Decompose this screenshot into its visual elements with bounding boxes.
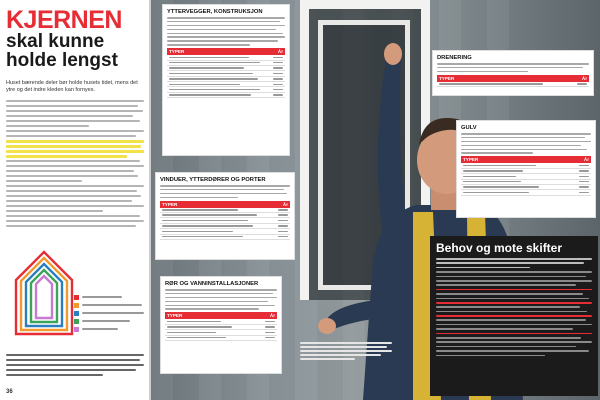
panel-gulv (456, 120, 596, 218)
panel-ror (160, 276, 282, 374)
diagram-legend (74, 294, 148, 334)
article-headline: skal kunne holde lengst (6, 31, 118, 71)
panel-drenering (432, 50, 594, 96)
left-page (0, 0, 149, 400)
panel-title: RØR OG VANNINSTALLASJONER (165, 281, 259, 287)
photo-caption (300, 342, 392, 362)
house-layers-diagram (14, 250, 74, 336)
highlighted-text (6, 140, 144, 143)
table-header: TYPER År (463, 157, 589, 163)
article-body-text (6, 100, 144, 230)
panel-vinduer (155, 172, 295, 260)
panel-title: DRENERING (437, 55, 472, 61)
panel-ytterveggen (162, 4, 290, 156)
dark-panel-title: Behov og mote skifter (436, 241, 563, 255)
table-header: TYPER År (439, 75, 587, 81)
diagram-caption (6, 354, 144, 379)
panel-title: VINDUER, YTTERDØRER OG PORTER (160, 177, 266, 183)
table-header: TYPER År (167, 313, 275, 319)
panel-behov-og-mote (430, 236, 598, 396)
panel-title: YTTERVEGGER, KONSTRUKSJON (167, 9, 263, 15)
article-lead: Huset bærende deler bør holde husets tidet, mens det ytre og det indre kleden kan fornyes. (6, 80, 138, 93)
article-kicker: KJERNEN (6, 6, 122, 34)
page-number: 36 (6, 389, 13, 395)
panel-title: GULV (461, 125, 477, 131)
table-header: TYPER År (169, 49, 283, 55)
table-header: TYPER År (162, 201, 288, 207)
